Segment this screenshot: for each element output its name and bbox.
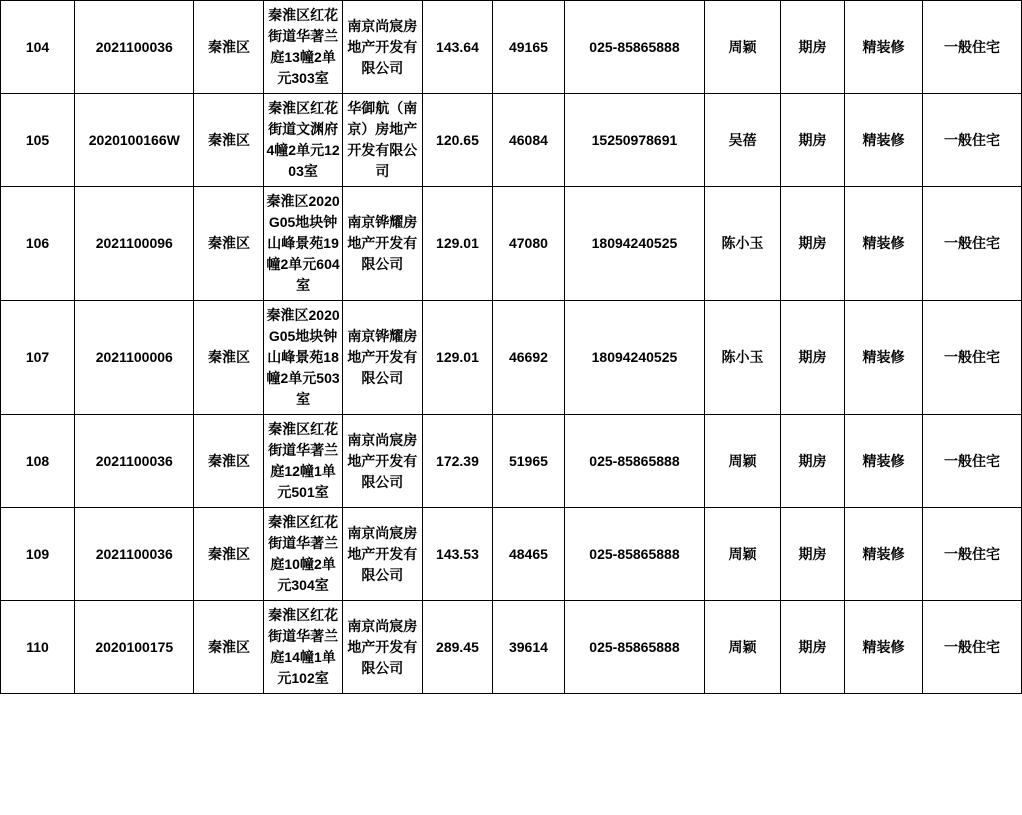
- cell-area: 129.01: [422, 187, 492, 301]
- cell-district: 秦淮区: [194, 187, 264, 301]
- cell-address: 秦淮区红花街道华著兰庭12幢1单元501室: [264, 415, 342, 508]
- cell-address: 秦淮区红花街道文渊府4幢2单元1203室: [264, 94, 342, 187]
- cell-developer: 南京铧耀房地产开发有限公司: [342, 187, 422, 301]
- cell-record-code: 2021100036: [75, 415, 194, 508]
- cell-house-type: 期房: [781, 187, 845, 301]
- cell-decoration: 精装修: [844, 415, 922, 508]
- cell-area: 129.01: [422, 301, 492, 415]
- cell-index: 105: [1, 94, 75, 187]
- cell-usage: 一般住宅: [923, 187, 1022, 301]
- cell-unit-price: 39614: [492, 601, 564, 694]
- cell-house-type: 期房: [781, 601, 845, 694]
- cell-contact: 周颖: [704, 601, 780, 694]
- cell-address: 秦淮区红花街道华著兰庭13幢2单元303室: [264, 1, 342, 94]
- cell-decoration: 精装修: [844, 508, 922, 601]
- cell-index: 107: [1, 301, 75, 415]
- cell-record-code: 2021100096: [75, 187, 194, 301]
- table-row: [1, 1, 1022, 94]
- cell-usage: 一般住宅: [923, 601, 1022, 694]
- cell-address: 秦淮区红花街道华著兰庭14幢1单元102室: [264, 601, 342, 694]
- table-row: [1, 301, 1022, 415]
- cell-phone: 025-85865888: [564, 1, 704, 94]
- cell-record-code: 2020100166W: [75, 94, 194, 187]
- cell-phone: 18094240525: [564, 187, 704, 301]
- table-row: [1, 415, 1022, 508]
- table-row: [1, 94, 1022, 187]
- cell-contact: 周颖: [704, 415, 780, 508]
- cell-unit-price: 49165: [492, 1, 564, 94]
- cell-developer: 南京尚宸房地产开发有限公司: [342, 601, 422, 694]
- cell-address: 秦淮区2020G05地块钟山峰景苑18幢2单元503室: [264, 301, 342, 415]
- cell-phone: 025-85865888: [564, 601, 704, 694]
- cell-decoration: 精装修: [844, 301, 922, 415]
- cell-area: 143.53: [422, 508, 492, 601]
- cell-unit-price: 47080: [492, 187, 564, 301]
- cell-phone: 025-85865888: [564, 508, 704, 601]
- cell-contact: 陈小玉: [704, 187, 780, 301]
- cell-address: 秦淮区2020G05地块钟山峰景苑19幢2单元604室: [264, 187, 342, 301]
- cell-usage: 一般住宅: [923, 1, 1022, 94]
- cell-decoration: 精装修: [844, 1, 922, 94]
- cell-district: 秦淮区: [194, 301, 264, 415]
- cell-index: 106: [1, 187, 75, 301]
- cell-unit-price: 46084: [492, 94, 564, 187]
- cell-area: 172.39: [422, 415, 492, 508]
- cell-district: 秦淮区: [194, 508, 264, 601]
- cell-decoration: 精装修: [844, 94, 922, 187]
- cell-house-type: 期房: [781, 415, 845, 508]
- cell-area: 120.65: [422, 94, 492, 187]
- cell-phone: 15250978691: [564, 94, 704, 187]
- cell-address: 秦淮区红花街道华著兰庭10幢2单元304室: [264, 508, 342, 601]
- cell-record-code: 2020100175: [75, 601, 194, 694]
- cell-house-type: 期房: [781, 1, 845, 94]
- cell-developer: 南京尚宸房地产开发有限公司: [342, 415, 422, 508]
- cell-house-type: 期房: [781, 94, 845, 187]
- cell-index: 104: [1, 1, 75, 94]
- cell-decoration: 精装修: [844, 187, 922, 301]
- table-row: [1, 601, 1022, 694]
- table-row: [1, 187, 1022, 301]
- cell-developer: 南京铧耀房地产开发有限公司: [342, 301, 422, 415]
- cell-contact: 周颖: [704, 1, 780, 94]
- cell-index: 108: [1, 415, 75, 508]
- cell-contact: 吴蓓: [704, 94, 780, 187]
- cell-decoration: 精装修: [844, 601, 922, 694]
- cell-area: 143.64: [422, 1, 492, 94]
- cell-index: 110: [1, 601, 75, 694]
- cell-usage: 一般住宅: [923, 301, 1022, 415]
- cell-area: 289.45: [422, 601, 492, 694]
- cell-record-code: 2021100036: [75, 1, 194, 94]
- cell-district: 秦淮区: [194, 415, 264, 508]
- cell-unit-price: 51965: [492, 415, 564, 508]
- cell-district: 秦淮区: [194, 601, 264, 694]
- cell-house-type: 期房: [781, 508, 845, 601]
- cell-unit-price: 48465: [492, 508, 564, 601]
- cell-index: 109: [1, 508, 75, 601]
- cell-developer: 南京尚宸房地产开发有限公司: [342, 508, 422, 601]
- cell-usage: 一般住宅: [923, 415, 1022, 508]
- cell-district: 秦淮区: [194, 1, 264, 94]
- cell-record-code: 2021100006: [75, 301, 194, 415]
- cell-developer: 华御航（南京）房地产开发有限公司: [342, 94, 422, 187]
- cell-developer: 南京尚宸房地产开发有限公司: [342, 1, 422, 94]
- cell-record-code: 2021100036: [75, 508, 194, 601]
- cell-contact: 周颖: [704, 508, 780, 601]
- cell-phone: 18094240525: [564, 301, 704, 415]
- cell-district: 秦淮区: [194, 94, 264, 187]
- cell-unit-price: 46692: [492, 301, 564, 415]
- cell-contact: 陈小玉: [704, 301, 780, 415]
- cell-phone: 025-85865888: [564, 415, 704, 508]
- cell-house-type: 期房: [781, 301, 845, 415]
- table-body: [1, 1, 1022, 694]
- cell-usage: 一般住宅: [923, 508, 1022, 601]
- table-row: [1, 508, 1022, 601]
- cell-usage: 一般住宅: [923, 94, 1022, 187]
